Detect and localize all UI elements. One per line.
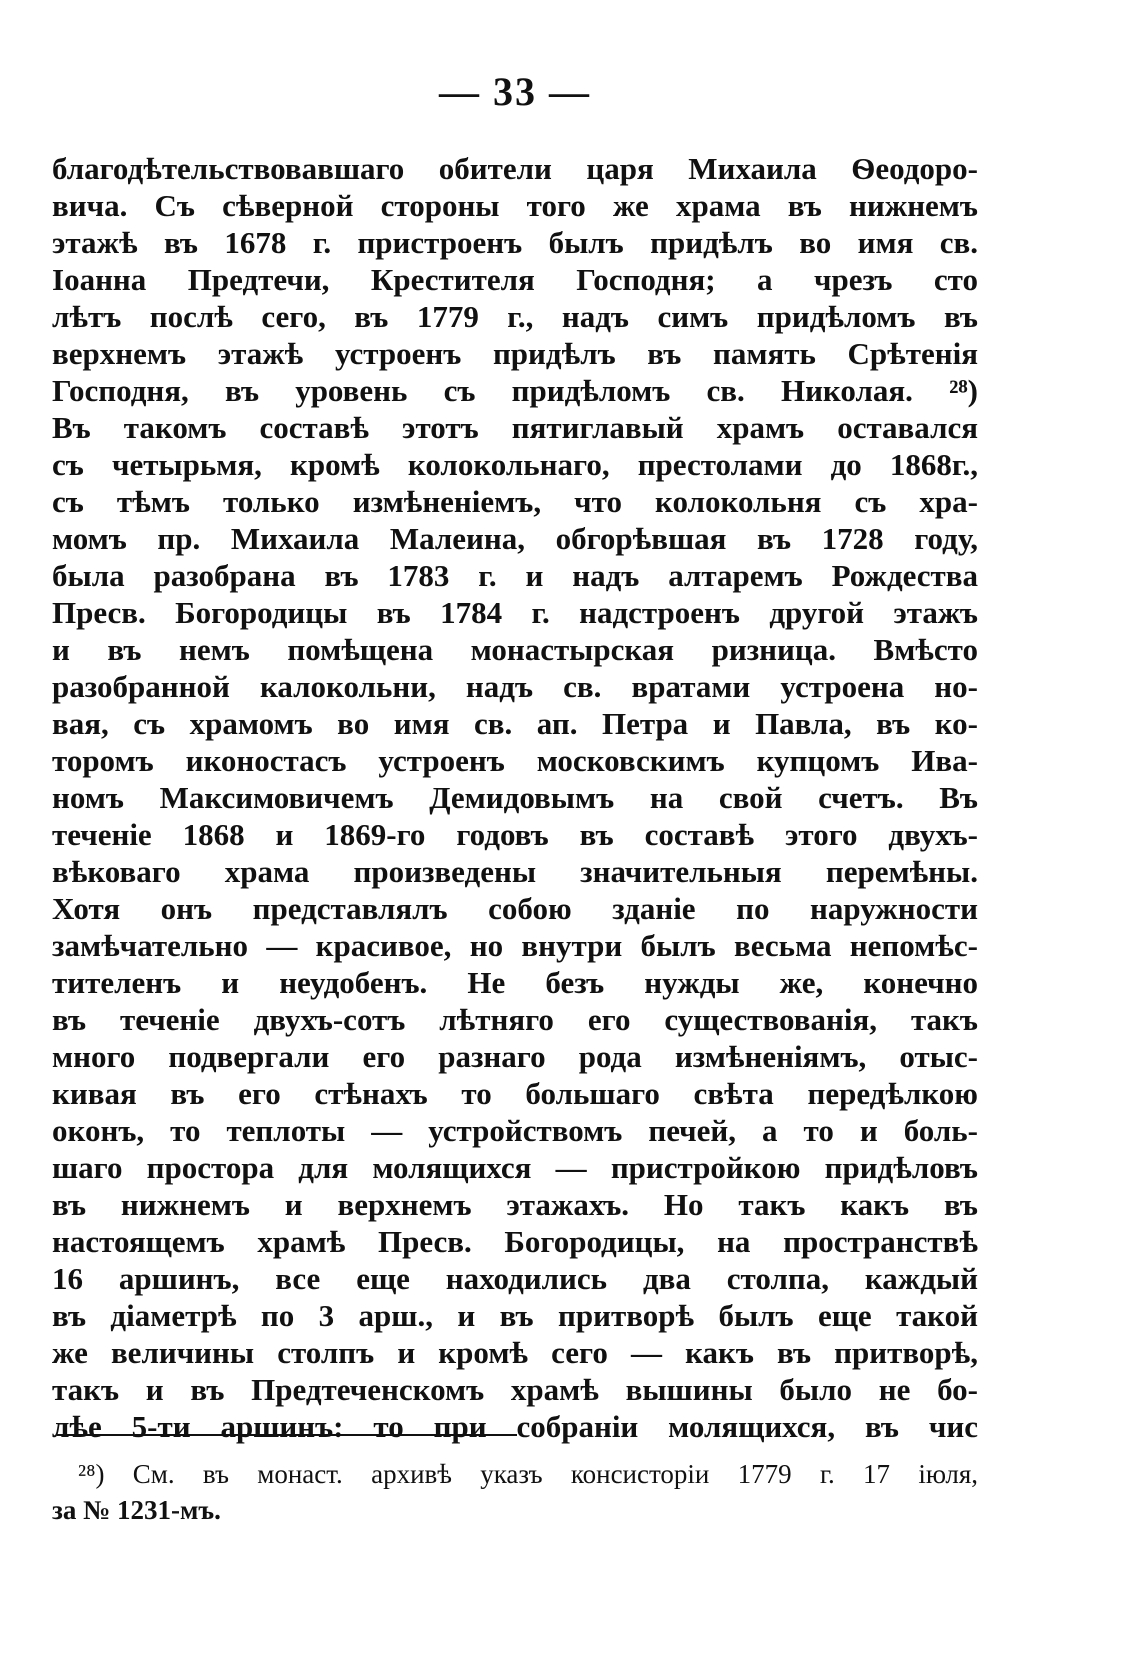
text-line: номъ Максимовичемъ Демидовымъ на свой счетъ. Въ xyxy=(52,780,978,815)
text-line: разобранной калокольни, надъ св. вратами устроена но- xyxy=(52,669,978,704)
text-line: Пресв. Богородицы въ 1784 г. надстроенъ другой этажъ xyxy=(52,595,978,630)
text-line: вича. Съ сѣверной стороны того же храма въ нижнемъ xyxy=(52,188,978,223)
text-line: момъ пр. Михаила Малеина, обгорѣвшая въ 1728 году, xyxy=(52,521,978,556)
text-line: торомъ иконостасъ устроенъ московскимъ купцомъ Ива- xyxy=(52,743,978,778)
text-line: вая, съ храмомъ во имя св. ап. Петра и Павла, въ ко- xyxy=(52,706,978,741)
text-line: лѣе 5-ти аршинъ: то при собраніи молящихся, въ чис xyxy=(52,1409,978,1444)
text-line: такъ и въ Предтеченскомъ храмѣ вышины было не бо- xyxy=(52,1372,978,1407)
text-line: Іоанна Предтечи, Крестителя Господня; а чрезъ сто xyxy=(52,262,978,297)
text-line: много подвергали его разнаго рода измѣненіямъ, отыс- xyxy=(52,1039,978,1074)
footnote xyxy=(52,1456,978,1528)
text-line: вѣковаго храма произведены значительныя перемѣны. xyxy=(52,854,978,889)
text-line: же величины столпъ и кромѣ сего — какъ въ притворѣ, xyxy=(52,1335,978,1370)
text-line: въ діаметрѣ по 3 арш., и въ притворѣ былъ еще такой xyxy=(52,1298,978,1333)
text-line: верхнемъ этажѣ устроенъ придѣлъ въ память Срѣтенія xyxy=(52,336,978,371)
text-line: Господня, въ уровень съ придѣломъ св. Николая. ²⁸) xyxy=(52,373,978,408)
text-line: Въ такомъ составѣ этотъ пятиглавый храмъ оставался xyxy=(52,410,978,445)
text-line: съ четырьмя, кромѣ колокольнаго, престолами до 1868г., xyxy=(52,447,978,482)
text-line: была разобрана въ 1783 г. и надъ алтаремъ Рождества xyxy=(52,558,978,593)
text-line: съ тѣмъ только измѣненіемъ, что колокольня съ хра- xyxy=(52,484,978,519)
text-line: благодѣтельствовавшаго обители царя Михаила Ѳеодоро- xyxy=(52,151,978,186)
text-line: оконъ, то теплоты — устройствомъ печей, а то и боль- xyxy=(52,1113,978,1148)
text-line: въ нижнемъ и верхнемъ этажахъ. Но такъ какъ въ xyxy=(52,1187,978,1222)
text-line: въ теченіе двухъ-сотъ лѣтняго его существованія, такъ xyxy=(52,1002,978,1037)
text-line: настоящемъ храмѣ Пресв. Богородицы, на пространствѣ xyxy=(52,1224,978,1259)
text-line: 16 аршинъ, все еще находились два столпа, каждый xyxy=(52,1261,978,1296)
text-line: лѣтъ послѣ сего, въ 1779 г., надъ симъ придѣломъ въ xyxy=(52,299,978,334)
text-line: кивая въ его стѣнахъ то большаго свѣта передѣлкою xyxy=(52,1076,978,1111)
body-text xyxy=(52,150,978,1445)
page-number: — 33 — xyxy=(439,69,591,114)
footnote-divider xyxy=(57,1434,517,1436)
text-line: тителенъ и неудобенъ. Не безъ нужды же, конечно xyxy=(52,965,978,1000)
footnote-line: за № 1231-мъ. xyxy=(52,1495,221,1525)
text-line: и въ немъ помѣщена монастырская ризница. Вмѣсто xyxy=(52,632,978,667)
text-line: замѣчательно — красивое, но внутри былъ весьма непомѣс- xyxy=(52,928,978,963)
text-line: шаго простора для молящихся — пристройкою придѣловъ xyxy=(52,1150,978,1185)
text-line: Хотя онъ представлялъ собою зданіе по наружности xyxy=(52,891,978,926)
text-line: этажѣ въ 1678 г. пристроенъ былъ придѣлъ во имя св. xyxy=(52,225,978,260)
footnote-line: ²⁸) См. въ монаст. архивѣ указъ консисторіи 1779 г. 17 іюля, xyxy=(78,1459,978,1489)
text-line: теченіе 1868 и 1869-го годовъ въ составѣ этого двухъ- xyxy=(52,817,978,852)
